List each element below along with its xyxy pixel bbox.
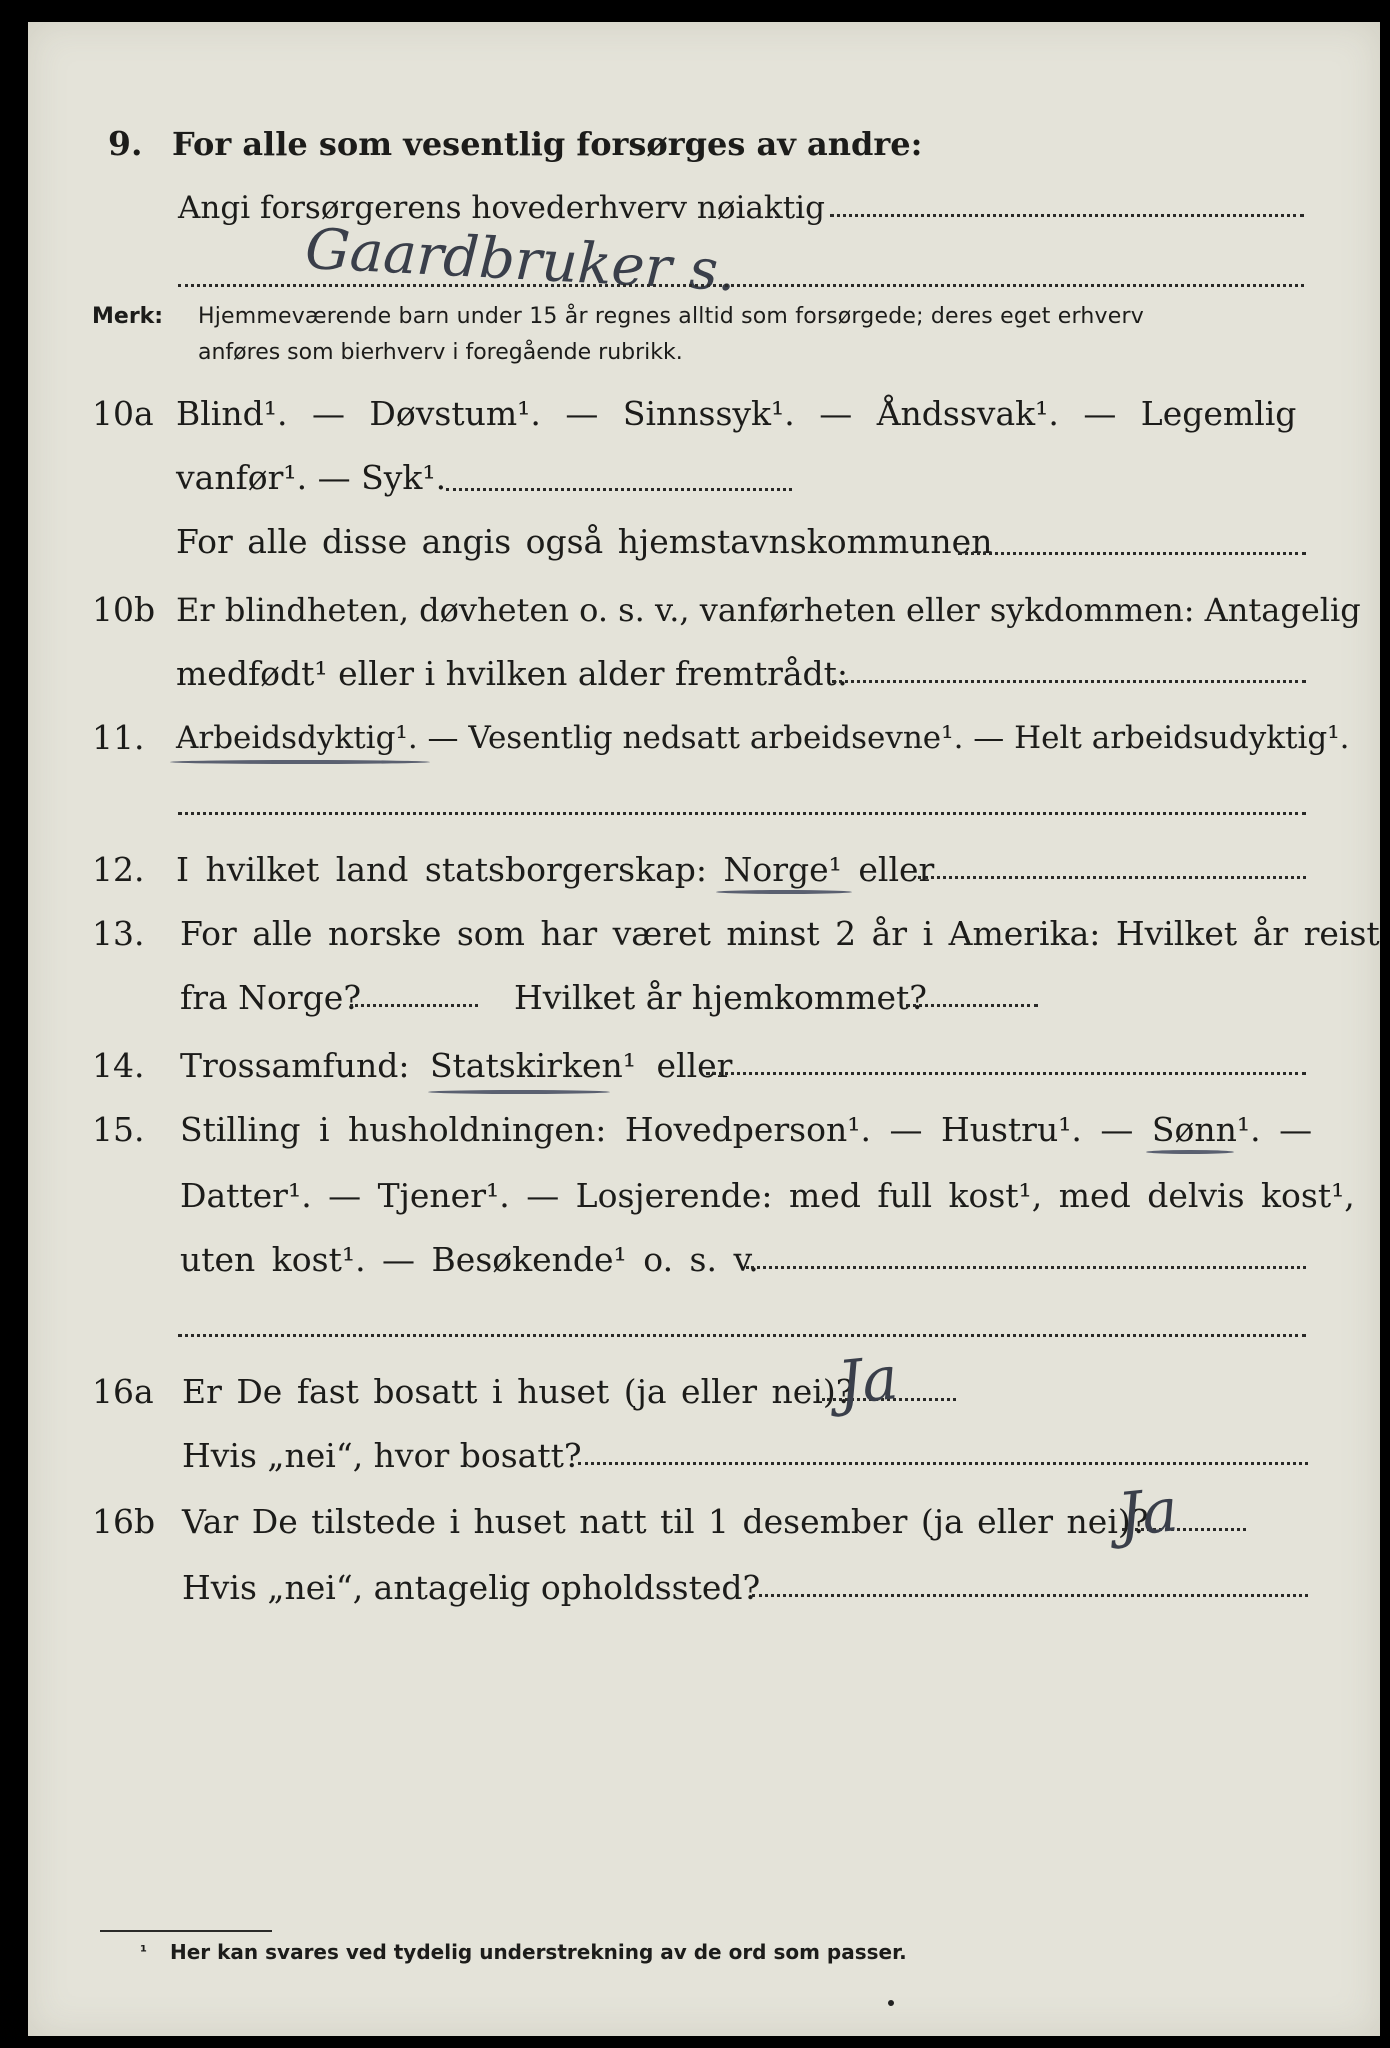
q10a-line-1: Blind¹. — Døvstum¹. — Sinnssyk¹. — Åndssvak¹. — Legemlig <box>176 394 1297 433</box>
q9-title: For alle som vesentlig forsørges av andre: <box>172 125 923 163</box>
merk-line-1: Hjemmeværende barn under 15 år regnes alltid som forsørgede; deres eget erhverv <box>198 304 1144 329</box>
q13-number: 13. <box>92 914 145 953</box>
q16a-handwritten-answer: Ja <box>834 1343 902 1419</box>
merk-label: Merk: <box>92 304 164 329</box>
q13-line-2b: Hvilket år hjemkommet? <box>514 978 927 1017</box>
footnote-rule <box>100 1930 272 1932</box>
q13-line-1: For alle norske som har været minst 2 år i Amerika: Hvilket år reist <box>180 914 1380 953</box>
merk-line-2: anføres som bierhverv i foregående rubrikk. <box>198 340 683 365</box>
q15-underline-mark <box>1146 1150 1234 1154</box>
q10a-number: 10a <box>92 394 154 433</box>
q9-prompt-line <box>830 214 1304 217</box>
q10b-line-1: Er blindheten, døvheten o. s. v., vanførheten eller sykdommen: Antagelig <box>176 591 1361 629</box>
q13-reist-field <box>350 1004 478 1007</box>
q15-number: 15. <box>92 1110 145 1149</box>
q16a-number: 16a <box>92 1372 154 1411</box>
q16a-line-1: Er De fast bosatt i huset (ja eller nei)? <box>182 1372 854 1411</box>
q12-number: 12. <box>92 850 145 889</box>
q12-text: I hvilket land statsborgerskap: Norge¹ eller <box>176 850 935 889</box>
q15-line-3: uten kost¹. — Besøkende¹ o. s. v. <box>180 1240 759 1279</box>
q16b-line-1: Var De tilstede i huset natt til 1 desember (ja eller nei)? <box>182 1502 1149 1541</box>
q16b-handwritten-answer: Ja <box>1114 1475 1182 1551</box>
q16b-number: 16b <box>92 1502 156 1541</box>
q15-line-1: Stilling i husholdningen: Hovedperson¹. — Hustru¹. — Sønn¹. — <box>180 1110 1313 1149</box>
q11-number: 11. <box>92 718 145 757</box>
q15-field <box>746 1266 1306 1269</box>
q14-text: Trossamfund: Statskirken¹ eller <box>180 1046 733 1085</box>
q10b-line-2: medfødt¹ eller i hvilken alder fremtrådt: <box>176 654 849 693</box>
q15-answer-line <box>178 1334 1306 1337</box>
q16a-line-2: Hvis „nei“, hvor bosatt? <box>182 1436 582 1475</box>
q11-underline-mark <box>170 760 430 764</box>
q9-number: 9. <box>108 124 143 163</box>
q10a-line-2-field <box>446 488 792 491</box>
q14-number: 14. <box>92 1046 145 1085</box>
q10b-number: 10b <box>92 590 156 629</box>
q11-answer-line <box>178 812 1306 815</box>
q16a-bosatt-field <box>578 1462 1308 1465</box>
q10b-line-2-field <box>832 680 1306 683</box>
q15-line-2: Datter¹. — Tjener¹. — Losjerende: med full kost¹, med delvis kost¹, <box>180 1176 1355 1215</box>
footnote-marker: ¹ <box>140 1942 148 1961</box>
q16b-opholdssted-field <box>752 1594 1308 1597</box>
q9-prompt: Angi forsørgerens hovederhverv nøiaktig <box>178 190 825 226</box>
q12-field <box>918 876 1306 879</box>
paper-speck <box>888 2000 894 2006</box>
q13-hjemkommet-field <box>906 1004 1038 1007</box>
q10a-line-3: For alle disse angis også hjemstavnskommunen <box>176 522 993 561</box>
q9-answer-line <box>178 284 1304 287</box>
q12-underline-mark <box>716 890 852 894</box>
q14-underline-mark <box>428 1090 610 1094</box>
q13-line-2a: fra Norge? <box>180 978 362 1017</box>
q10a-line-3-field <box>958 552 1306 555</box>
q11-text: Arbeidsdyktig¹. — Vesentlig nedsatt arbeidsevne¹. — Helt arbeidsudyktig¹. <box>176 720 1350 756</box>
q10a-line-2: vanfør¹. — Syk¹. <box>176 458 447 497</box>
q16b-line-2: Hvis „nei“, antagelig opholdssted? <box>182 1568 761 1607</box>
q14-field <box>706 1072 1306 1075</box>
footnote-text: Her kan svares ved tydelig understrekning av de ord som passer. <box>170 1940 907 1964</box>
q9-handwritten-answer: Gaardbruker s. <box>303 216 738 305</box>
